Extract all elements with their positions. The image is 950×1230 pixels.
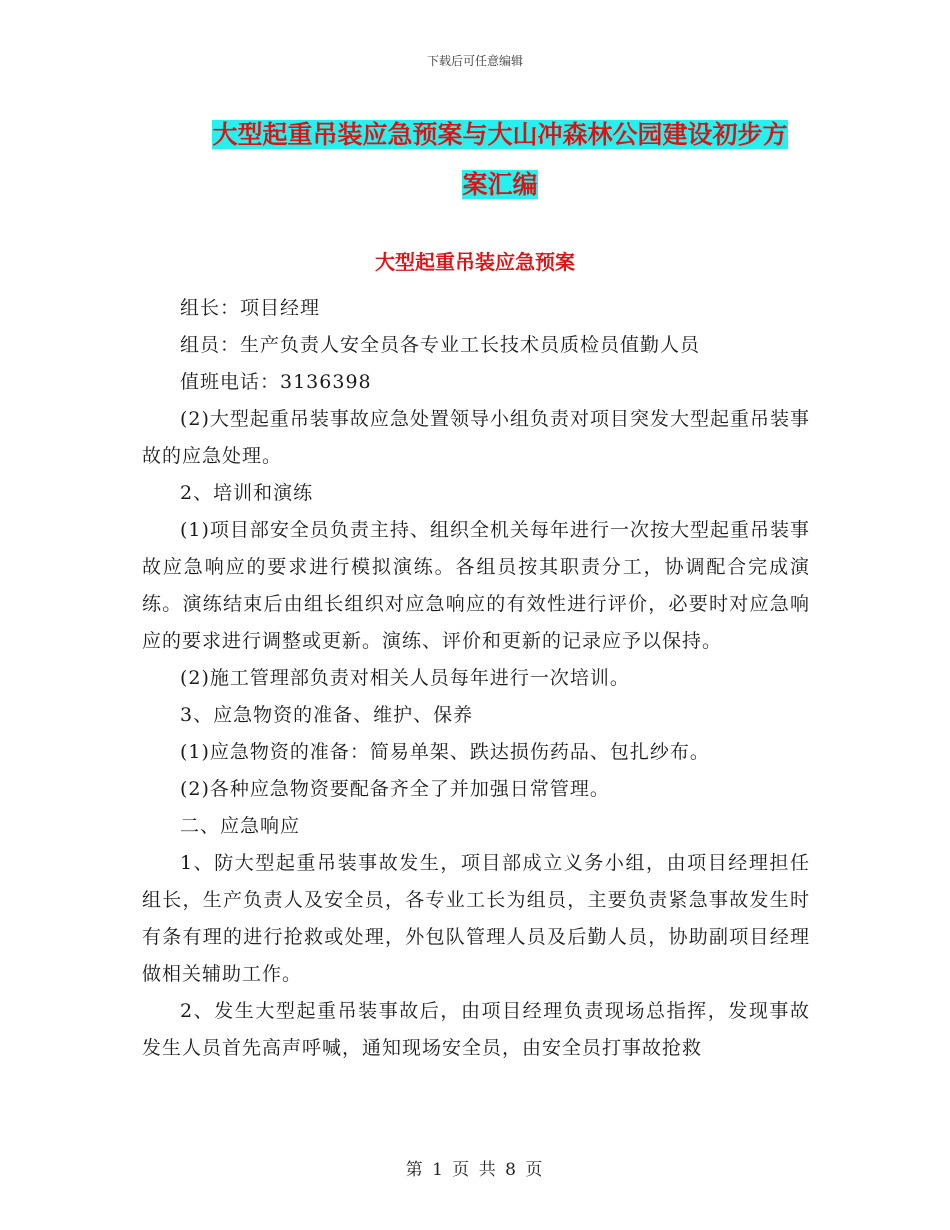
paragraph: (1)应急物资的准备：简易单架、跌达损伤药品、包扎纱布。 [180,741,710,763]
paragraph: (2)各种应急物资要配备齐全了并加强日常管理。 [180,778,610,800]
section-title: 大型起重吊装应急预案 [375,250,575,274]
document-title [190,110,810,210]
body-text [142,290,810,1067]
paragraph: (1)项目部安全员负责主持、组织全机关每年进行一次按大型起重吊装事故应急响应的要求进行模拟演练。各组员按其职责分工，协调配合完成演练。演练结束后由组长组织对应急响应的有效性进行评价，必要时对应急响应的要求进行调整或更新。演练、评价和更新的记录应予以保持。 [142,519,810,652]
document-title-line-1: 大型起重吊装应急预案与大山冲森林公园建设初步方 [212,120,788,149]
page-header-note: 下载后可任意编辑 [426,54,523,68]
paragraph: (2)施工管理部负责对相关人员每年进行一次培训。 [180,667,630,689]
paragraph: 3、应急物资的准备、维护、保养 [180,704,474,726]
paragraph: 二、应急响应 [180,815,301,837]
page-number-footer: 第 1 页 共 8 页 [405,1160,545,1180]
paragraph: 值班电话：3136398 [180,371,372,393]
paragraph: 1、防大型起重吊装事故发生，项目部成立义务小组，由项目经理担任组长，生产负责人及安全员，各专业工长为组员，主要负责紧急事故发生时有条有理的进行抢救或处理，外包队管理人员及后勤人员，协助副项目经理做相关辅助工作。 [142,852,810,985]
paragraph: 组长：项目经理 [180,297,321,319]
paragraph: 2、发生大型起重吊装事故后，由项目经理负责现场总指挥，发现事故发生人员首先高声呼喊，通知现场安全员，由安全员打事故抢救 [142,1000,810,1059]
document-title-line-2: 案汇编 [462,170,538,199]
paragraph: (2)大型起重吊装事故应急处置领导小组负责对项目突发大型起重吊装事故的应急处理。 [142,408,810,467]
paragraph: 2、培训和演练 [180,482,314,504]
paragraph: 组员：生产负责人安全员各专业工长技术员质检员值勤人员 [180,334,701,356]
